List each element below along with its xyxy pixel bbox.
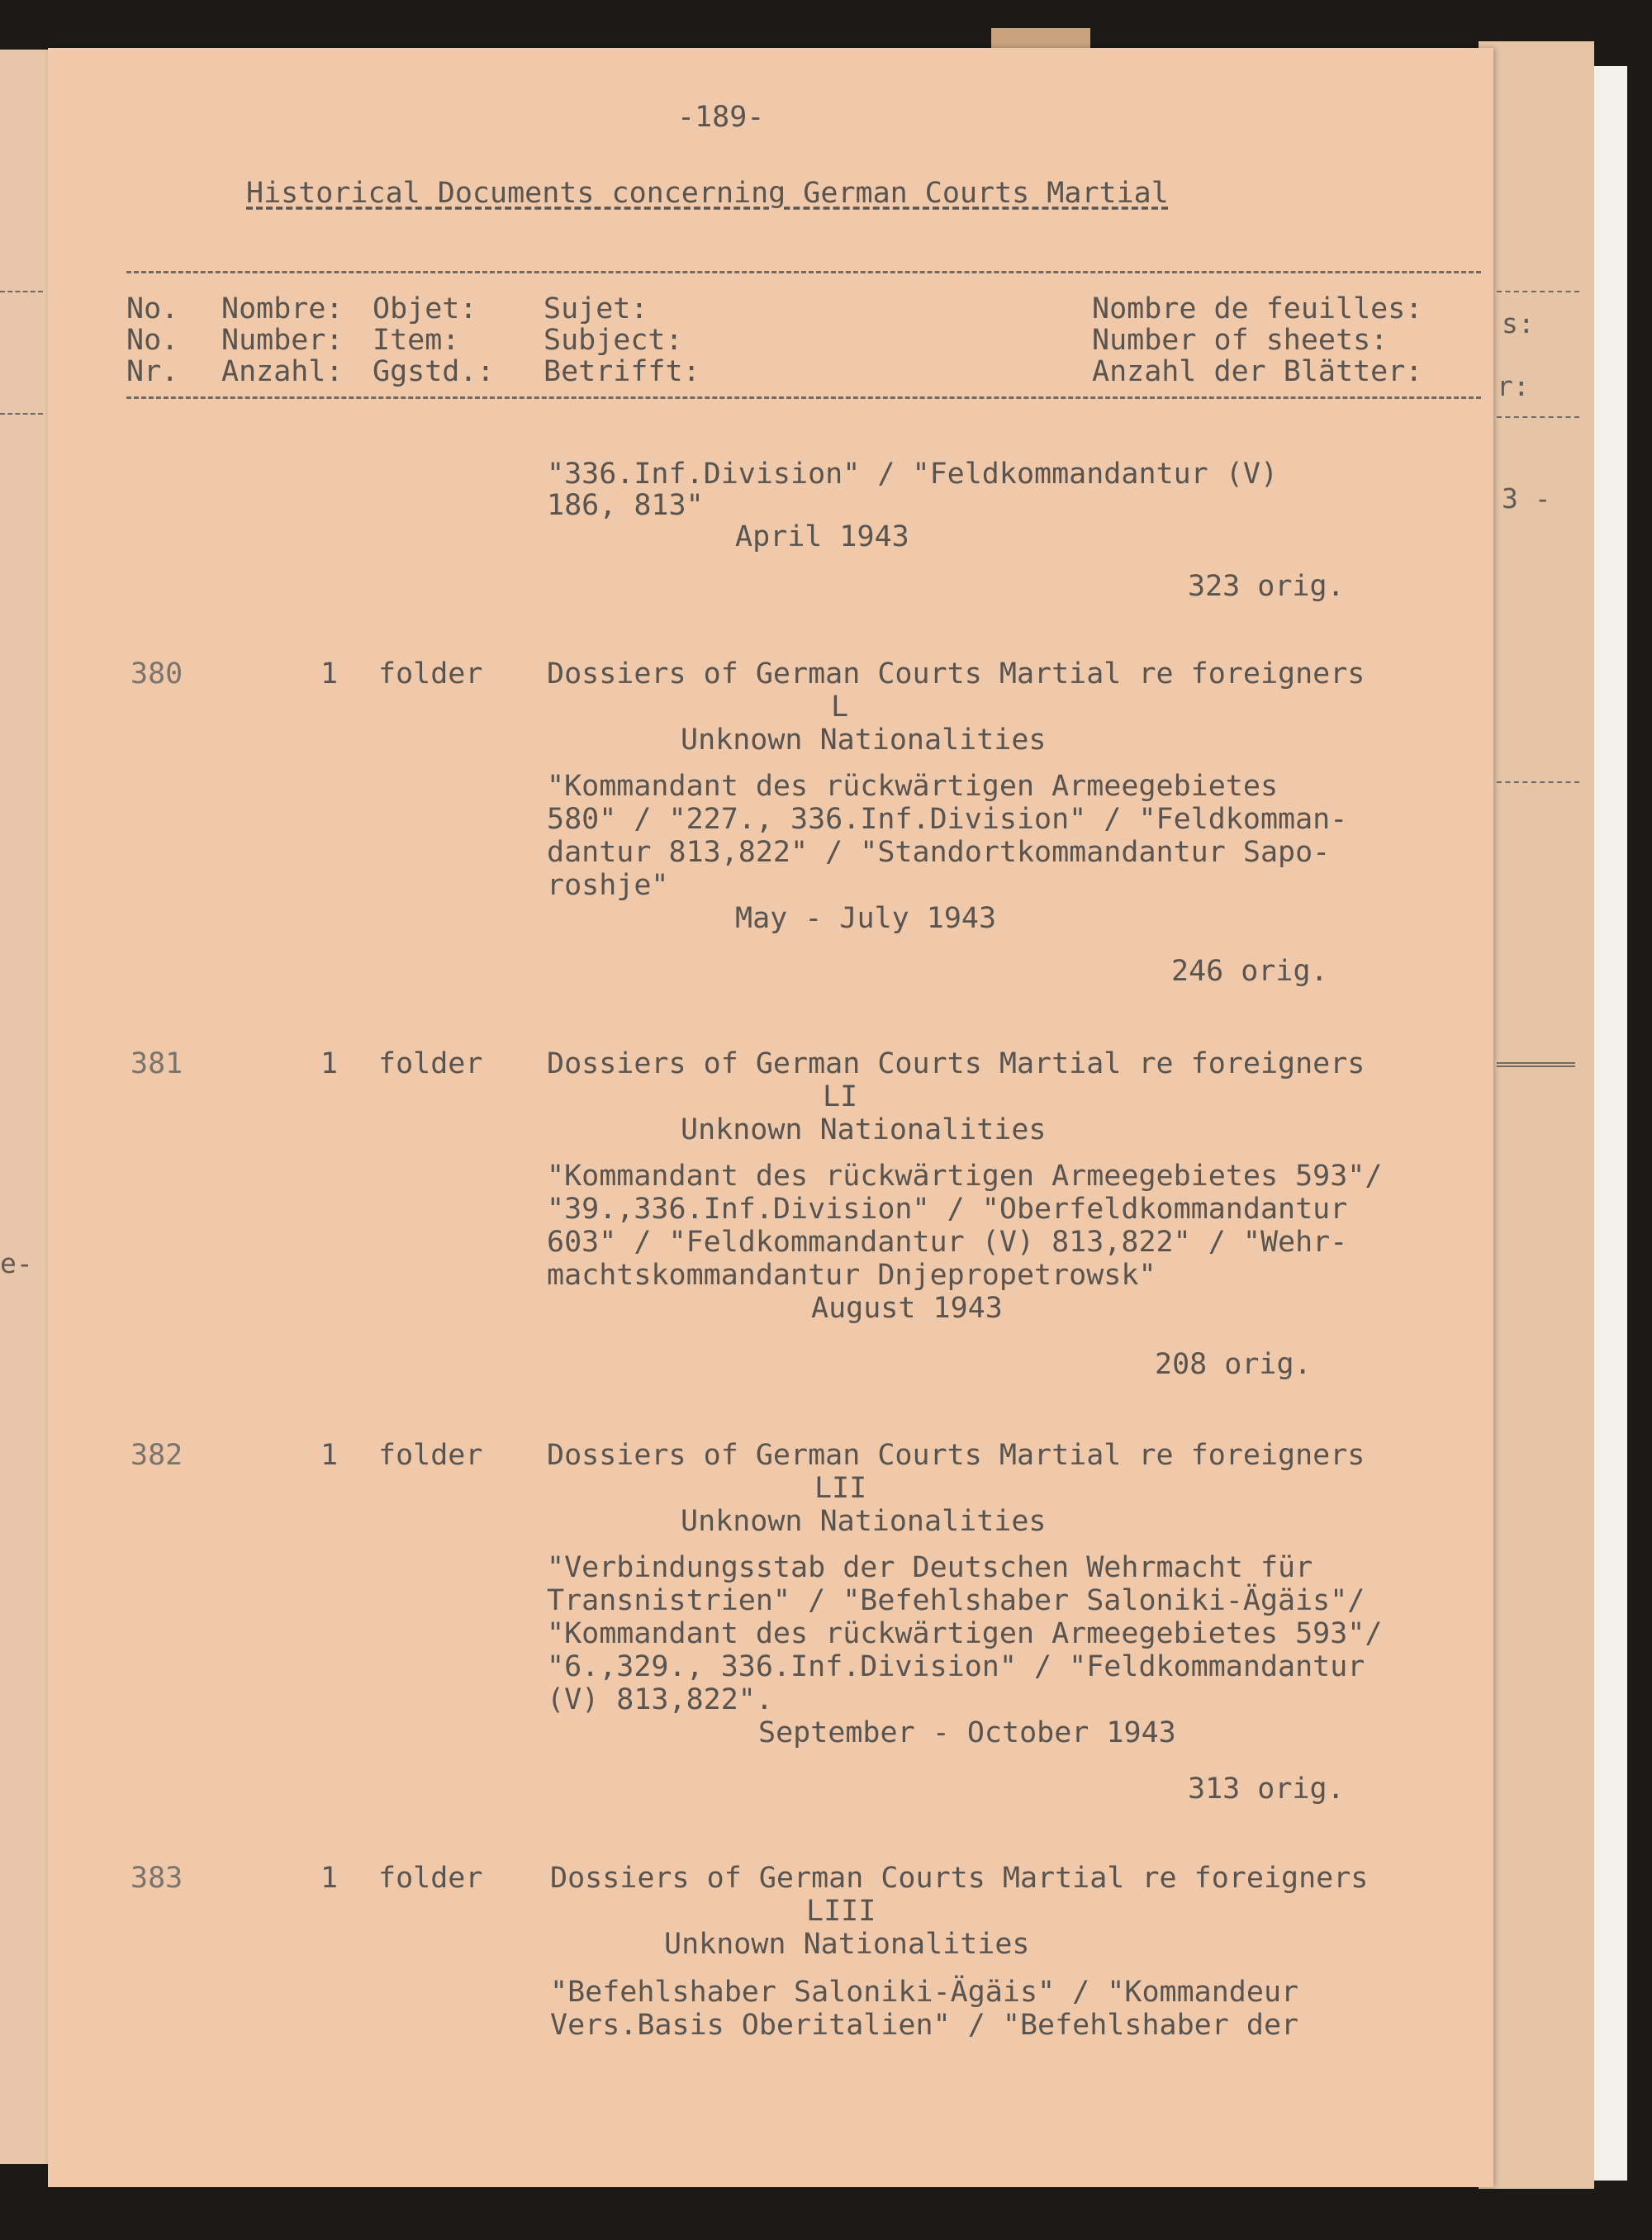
entry-line: roshje" [547,869,669,902]
entry-title: Dossiers of German Courts Martial re foreigners [547,1047,1365,1080]
page-number: -189- [677,101,765,134]
entry-count: 1 [320,1439,339,1472]
header-subject-en: Subject: [544,324,683,357]
header-item-fr: Objet: [373,292,477,325]
header-item-en: Item: [373,324,460,357]
header-rule-top [126,271,1481,273]
entry-line: 603" / "Feldkommandantur (V) 813,822" / "Wehr- [547,1226,1348,1259]
page-edge [1594,66,1627,2181]
header-item-de: Ggstd.: [373,355,495,388]
entry-nationality: Unknown Nationalities [681,1505,1047,1538]
entry-line: Transnistrien" / "Befehlshaber Saloniki-Ägäis"/ [547,1584,1365,1617]
header-sheets-fr: Nombre de feuilles: [1092,292,1423,325]
page-title: Historical Documents concerning German Courts Martial [246,177,1169,210]
entry-nationality: Unknown Nationalities [681,724,1047,757]
entry-count: 1 [320,657,339,691]
entry-line: "Kommandant des rückwärtigen Armeegebietes 593"/ [547,1160,1383,1193]
entry-title: Dossiers of German Courts Martial re foreigners [547,657,1365,691]
entry-line: machtskommandantur Dnjepropetrowsk" [547,1259,1156,1292]
entry-number: 383 [131,1862,183,1895]
entry-roman: LI [823,1080,858,1113]
continuation-date: April 1943 [735,520,909,553]
entry-number: 381 [131,1047,183,1080]
right-edge-rule [1497,416,1579,418]
entry-sheets: 313 orig. [1188,1773,1345,1806]
entry-line: "Kommandant des rückwärtigen Armeegebietes [547,770,1279,803]
entry-line: (V) 813,822". [547,1683,773,1716]
entry-roman: L [831,691,849,724]
right-edge-double-rule [1497,1062,1575,1067]
right-edge-fragment: s: [1502,307,1535,339]
left-edge-rule [0,413,43,415]
entry-line: "Verbindungsstab der Deutschen Wehrmacht für [547,1551,1313,1584]
entry-line: 580" / "227., 336.Inf.Division" / "Feldkomman- [547,803,1348,836]
entry-item: folder [378,1047,483,1080]
header-no-en: No. [126,324,179,357]
entry-title: Dossiers of German Courts Martial re foreigners [550,1862,1369,1895]
entry-title: Dossiers of German Courts Martial re foreigners [547,1439,1365,1472]
header-no-fr: No. [126,292,179,325]
entry-date: August 1943 [811,1292,1003,1325]
entry-item: folder [378,657,483,691]
entry-nationality: Unknown Nationalities [681,1113,1047,1146]
entry-line: dantur 813,822" / "Standortkommandantur Sapo- [547,836,1331,869]
entry-line: "39.,336.Inf.Division" / "Oberfeldkommandantur [547,1193,1348,1226]
right-edge-fragment: r: [1497,370,1530,402]
header-no-de: Nr. [126,355,179,388]
entry-line: Vers.Basis Oberitalien" / "Befehlshaber der [550,2009,1299,2042]
entry-count: 1 [320,1047,339,1080]
header-count-fr: Nombre: [221,292,344,325]
right-edge-rule [1497,291,1579,292]
header-subject-de: Betrifft: [544,355,700,388]
entry-roman: LII [814,1472,867,1505]
entry-line: "Befehlshaber Saloniki-Ägäis" / "Kommandeur [550,1976,1299,2009]
continuation-sheets: 323 orig. [1188,570,1345,603]
entry-nationality: Unknown Nationalities [664,1928,1030,1961]
entry-line: "6.,329., 336.Inf.Division" / "Feldkommandantur [547,1650,1365,1683]
entry-item: folder [378,1862,483,1895]
entry-line: "Kommandant des rückwärtigen Armeegebietes 593"/ [547,1617,1383,1650]
entry-sheets: 246 orig. [1171,955,1328,988]
entry-count: 1 [320,1862,339,1895]
header-sheets-en: Number of sheets: [1092,324,1389,357]
entry-sheets: 208 orig. [1155,1348,1312,1381]
entry-item: folder [378,1439,483,1472]
binder-tab [991,28,1090,50]
underlying-page-right [1479,41,1594,2189]
header-subject-fr: Sujet: [544,292,648,325]
right-edge-fragment: 3 - [1502,482,1551,515]
entry-date: September - October 1943 [758,1716,1176,1749]
entry-roman: LIII [806,1895,876,1928]
header-rule-bottom [126,396,1481,399]
entry-date: May - July 1943 [735,902,997,935]
continuation-line: 186, 813" [547,489,704,522]
continuation-line: "336.Inf.Division" / "Feldkommandantur (V) [547,458,1279,491]
header-sheets-de: Anzahl der Blätter: [1092,355,1423,388]
entry-number: 382 [131,1439,183,1472]
right-edge-rule [1497,781,1579,783]
header-count-en: Number: [221,324,344,357]
document-page [48,48,1493,2187]
header-count-de: Anzahl: [221,355,344,388]
entry-number: 380 [131,657,183,691]
left-edge-fragment: e- [0,1247,33,1279]
left-edge-rule [0,291,43,292]
